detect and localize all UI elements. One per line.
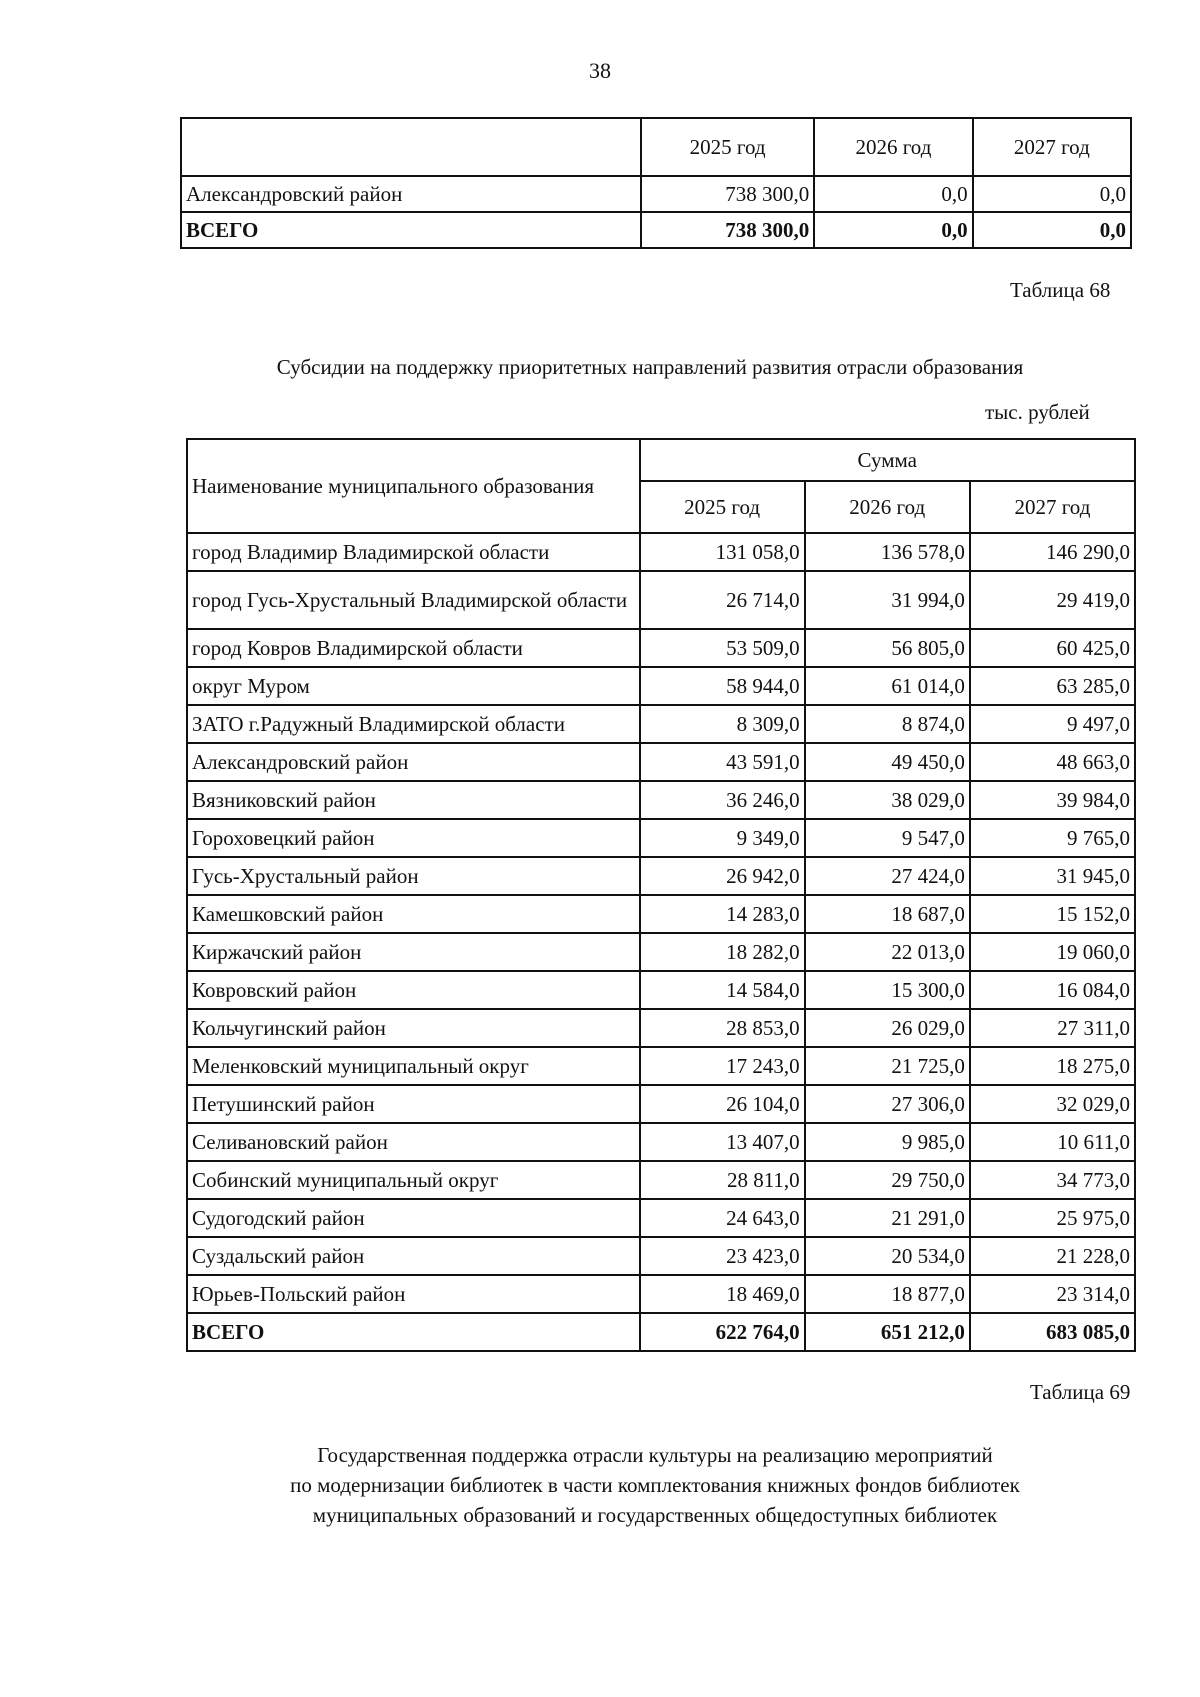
table-row <box>187 933 1135 971</box>
value-cell: 9 985,0 <box>805 1123 970 1161</box>
total-value-cell: 683 085,0 <box>970 1313 1135 1351</box>
table-row <box>187 1123 1135 1161</box>
row-name-cell: Гусь-Хрустальный район <box>187 857 640 895</box>
total-label-cell: ВСЕГО <box>187 1313 640 1351</box>
row-name-cell: Кольчугинский район <box>187 1009 640 1047</box>
value-cell: 8 309,0 <box>640 705 805 743</box>
value-cell: 28 853,0 <box>640 1009 805 1047</box>
value-cell: 18 687,0 <box>805 895 970 933</box>
value-cell: 31 994,0 <box>805 571 970 629</box>
table-row <box>187 1161 1135 1199</box>
table-67-continuation <box>180 117 1132 249</box>
table-row <box>187 895 1135 933</box>
value-cell: 49 450,0 <box>805 743 970 781</box>
table-row <box>187 1199 1135 1237</box>
value-cell: 36 246,0 <box>640 781 805 819</box>
total-value-cell: 0,0 <box>973 212 1131 248</box>
table-row <box>187 1237 1135 1275</box>
row-name-cell: город Гусь-Хрустальный Владимирской области <box>187 571 640 629</box>
row-name-cell: округ Муром <box>187 667 640 705</box>
table-row <box>187 1047 1135 1085</box>
row-name-cell: Юрьев-Польский район <box>187 1275 640 1313</box>
header-year-cell: 2025 год <box>641 118 814 176</box>
table-69-title <box>230 1440 1080 1530</box>
value-cell: 53 509,0 <box>640 629 805 667</box>
value-cell: 26 029,0 <box>805 1009 970 1047</box>
table-68-body <box>187 533 1135 1313</box>
value-cell: 10 611,0 <box>970 1123 1135 1161</box>
table-69-label: Таблица 69 <box>1030 1380 1131 1404</box>
table-68-title: Субсидии на поддержку приоритетных направлений развития отрасли образования <box>276 355 1024 379</box>
value-cell: 32 029,0 <box>970 1085 1135 1123</box>
value-cell: 63 285,0 <box>970 667 1135 705</box>
value-cell: 16 084,0 <box>970 971 1135 1009</box>
value-cell: 25 975,0 <box>970 1199 1135 1237</box>
value-cell: 18 275,0 <box>970 1047 1135 1085</box>
value-cell: 26 942,0 <box>640 857 805 895</box>
value-cell: 14 584,0 <box>640 971 805 1009</box>
value-cell: 21 291,0 <box>805 1199 970 1237</box>
header-year-cell: 2027 год <box>973 118 1131 176</box>
table-header-row <box>187 439 1135 481</box>
value-cell: 18 877,0 <box>805 1275 970 1313</box>
table-row <box>187 971 1135 1009</box>
total-value-cell: 0,0 <box>814 212 972 248</box>
row-name-cell: Ковровский район <box>187 971 640 1009</box>
row-name-cell: Гороховецкий район <box>187 819 640 857</box>
table-row <box>187 819 1135 857</box>
row-name-cell: Меленковский муниципальный округ <box>187 1047 640 1085</box>
row-name-cell: ЗАТО г.Радужный Владимирской области <box>187 705 640 743</box>
row-name-cell: Камешковский район <box>187 895 640 933</box>
row-name-cell: Селивановский район <box>187 1123 640 1161</box>
value-cell: 21 228,0 <box>970 1237 1135 1275</box>
value-cell: 136 578,0 <box>805 533 970 571</box>
value-cell: 23 423,0 <box>640 1237 805 1275</box>
value-cell: 0,0 <box>814 176 972 212</box>
value-cell: 18 469,0 <box>640 1275 805 1313</box>
value-cell: 131 058,0 <box>640 533 805 571</box>
table-68-label: Таблица 68 <box>1010 278 1111 302</box>
value-cell: 28 811,0 <box>640 1161 805 1199</box>
value-cell: 34 773,0 <box>970 1161 1135 1199</box>
value-cell: 27 424,0 <box>805 857 970 895</box>
value-cell: 29 419,0 <box>970 571 1135 629</box>
row-name-cell: Киржачский район <box>187 933 640 971</box>
value-cell: 39 984,0 <box>970 781 1135 819</box>
header-sum-cell: Сумма <box>640 439 1135 481</box>
header-year-cell: 2026 год <box>814 118 972 176</box>
row-name-cell: Судогодский район <box>187 1199 640 1237</box>
value-cell: 20 534,0 <box>805 1237 970 1275</box>
value-cell: 61 014,0 <box>805 667 970 705</box>
table-68 <box>186 438 1136 1352</box>
header-year-cell: 2027 год <box>970 481 1135 533</box>
value-cell: 14 283,0 <box>640 895 805 933</box>
table-header-row <box>181 118 1131 176</box>
total-row <box>187 1313 1135 1351</box>
header-name-cell: Наименование муниципального образования <box>187 439 640 533</box>
value-cell: 15 152,0 <box>970 895 1135 933</box>
row-name-cell: Вязниковский район <box>187 781 640 819</box>
value-cell: 58 944,0 <box>640 667 805 705</box>
table-row <box>187 533 1135 571</box>
table-row <box>187 629 1135 667</box>
value-cell: 31 945,0 <box>970 857 1135 895</box>
value-cell: 146 290,0 <box>970 533 1135 571</box>
table-row <box>187 667 1135 705</box>
value-cell: 27 311,0 <box>970 1009 1135 1047</box>
value-cell: 19 060,0 <box>970 933 1135 971</box>
total-value-cell: 738 300,0 <box>641 212 814 248</box>
row-name-cell: город Владимир Владимирской области <box>187 533 640 571</box>
value-cell: 24 643,0 <box>640 1199 805 1237</box>
table-row <box>187 857 1135 895</box>
value-cell: 15 300,0 <box>805 971 970 1009</box>
table-row <box>181 176 1131 212</box>
header-empty-cell <box>181 118 641 176</box>
value-cell: 17 243,0 <box>640 1047 805 1085</box>
total-row <box>181 212 1131 248</box>
value-cell: 43 591,0 <box>640 743 805 781</box>
table-row <box>187 743 1135 781</box>
units-label: тыс. рублей <box>985 400 1090 424</box>
value-cell: 48 663,0 <box>970 743 1135 781</box>
value-cell: 8 874,0 <box>805 705 970 743</box>
row-name-cell: Петушинский район <box>187 1085 640 1123</box>
row-name-cell: Суздальский район <box>187 1237 640 1275</box>
value-cell: 18 282,0 <box>640 933 805 971</box>
value-cell: 13 407,0 <box>640 1123 805 1161</box>
total-value-cell: 622 764,0 <box>640 1313 805 1351</box>
value-cell: 26 714,0 <box>640 571 805 629</box>
value-cell: 60 425,0 <box>970 629 1135 667</box>
title-line: Государственная поддержка отрасли культуры на реализацию мероприятий <box>317 1443 993 1467</box>
header-year-cell: 2026 год <box>805 481 970 533</box>
title-line: муниципальных образований и государственных общедоступных библиотек <box>312 1503 998 1527</box>
value-cell: 21 725,0 <box>805 1047 970 1085</box>
table-row <box>187 781 1135 819</box>
total-label-cell: ВСЕГО <box>181 212 641 248</box>
page-number: 38 <box>589 58 611 83</box>
value-cell: 9 765,0 <box>970 819 1135 857</box>
table-row <box>187 1275 1135 1313</box>
total-value-cell: 651 212,0 <box>805 1313 970 1351</box>
table-row <box>187 1009 1135 1047</box>
row-name-cell: Александровский район <box>187 743 640 781</box>
value-cell: 738 300,0 <box>641 176 814 212</box>
title-line: по модернизации библиотек в части комплектования книжных фондов библиотек <box>290 1473 1020 1497</box>
value-cell: 9 497,0 <box>970 705 1135 743</box>
value-cell: 9 547,0 <box>805 819 970 857</box>
value-cell: 23 314,0 <box>970 1275 1135 1313</box>
table-row <box>187 1085 1135 1123</box>
row-name-cell: Собинский муниципальный округ <box>187 1161 640 1199</box>
value-cell: 29 750,0 <box>805 1161 970 1199</box>
table-row <box>187 705 1135 743</box>
value-cell: 26 104,0 <box>640 1085 805 1123</box>
value-cell: 56 805,0 <box>805 629 970 667</box>
value-cell: 0,0 <box>973 176 1131 212</box>
header-year-cell: 2025 год <box>640 481 805 533</box>
value-cell: 27 306,0 <box>805 1085 970 1123</box>
value-cell: 9 349,0 <box>640 819 805 857</box>
row-name-cell: город Ковров Владимирской области <box>187 629 640 667</box>
value-cell: 38 029,0 <box>805 781 970 819</box>
value-cell: 22 013,0 <box>805 933 970 971</box>
table-row <box>187 571 1135 629</box>
row-name-cell: Александровский район <box>181 176 641 212</box>
